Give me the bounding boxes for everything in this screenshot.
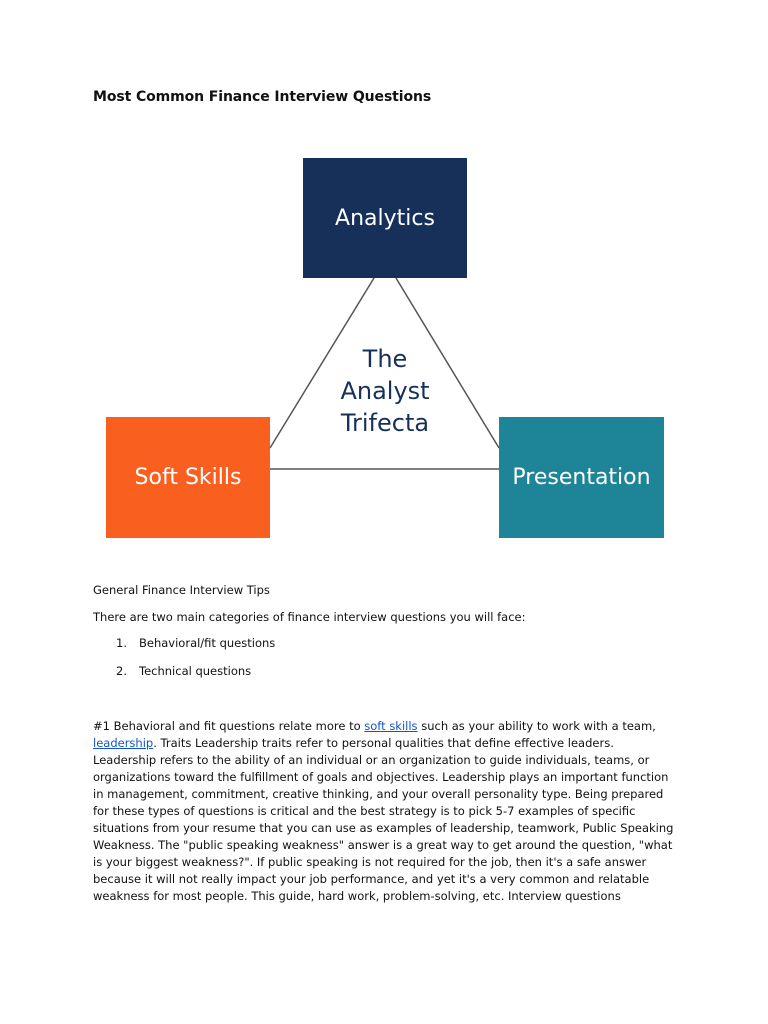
presentation-label: Presentation [512,465,651,490]
list-number: 2. [116,664,127,678]
list-item [116,664,275,692]
behavioral-paragraph [93,718,678,905]
intro-text: There are two main categories of finance interview questions you will face: [93,610,526,624]
analytics-label: Analytics [335,205,435,231]
center-line-3: Trifecta [340,409,430,437]
leadership-link[interactable]: leadership [93,736,154,750]
trifecta-center-text [300,343,470,439]
center-line-1: The [362,345,408,373]
list-number: 1. [116,636,127,650]
analyst-trifecta-diagram [0,150,768,550]
list-text: Behavioral/fit questions [139,636,276,650]
subheading: General Finance Interview Tips [93,583,270,597]
presentation-box [499,417,664,538]
list-text: Technical questions [139,664,252,678]
category-list [116,636,275,692]
soft-skills-box [106,417,270,538]
para-text-3: . Traits Leadership traits refer to personal qualities that define effective leaders. Leadership refers to the ability of an individual or an organization to guide individuals, teams, or organizations toward the fulfillment of goals and objectives. Leadership plays an important function in management, commitment, creative thinking, and your overall personality type. Being prepared for these types of questions is critical and the best strategy is to pick 5-7 examples of specific situations from your resume that you can use as examples of leadership, teamwork, Public Speaking Weakness. The "public speaking weakness" answer is a great way to get around the question, "what is your biggest weakness?". If public speaking is not required for the job, then it's a safe answer because it will not really impact your job performance, and yet it's a very common and relatable weakness for most people. This guide, hard work, problem-solving, etc. Interview questions [93,736,674,903]
soft-skills-link[interactable]: soft skills [364,719,418,733]
center-line-2: Analyst [340,377,430,405]
para-text-2: such as your ability to work with a team, [417,719,656,733]
soft-skills-label: Soft Skills [134,465,242,490]
list-item [116,636,275,664]
analytics-box [303,158,467,278]
para-text-1: #1 Behavioral and fit questions relate more to [93,719,365,733]
document-title: Most Common Finance Interview Questions [93,89,432,105]
